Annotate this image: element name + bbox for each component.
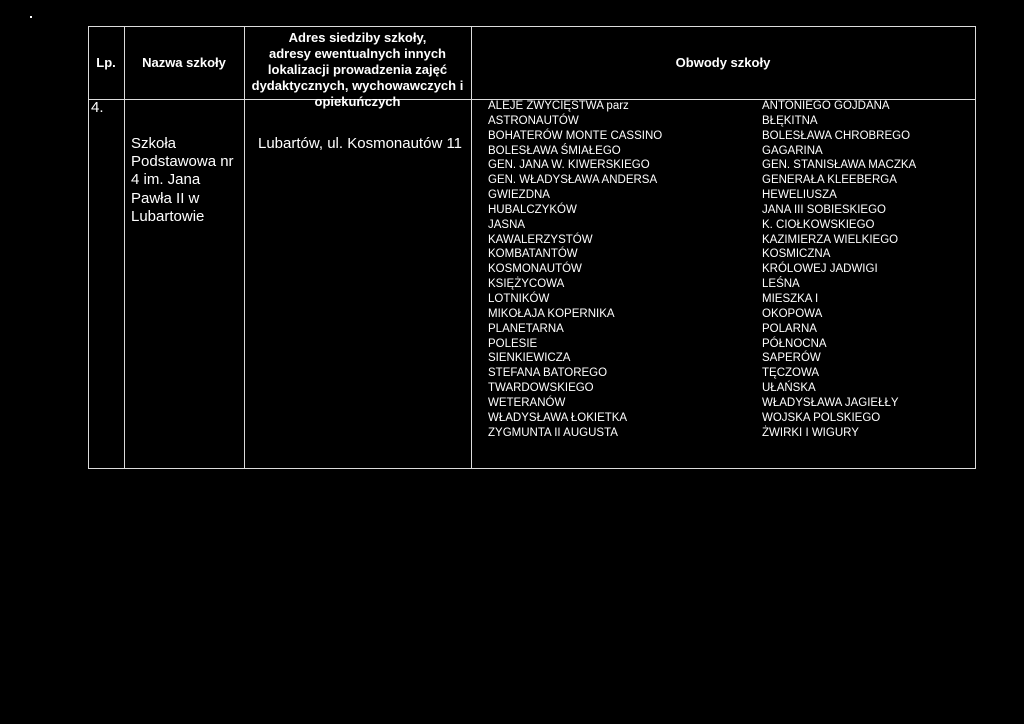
school-name-line: 4 im. Jana [131,171,201,189]
col-divider-1 [124,26,125,469]
header-address-line: adresy ewentualnych innych [268,46,446,61]
street-item: WOJSKA POLSKIEGO [762,411,881,424]
street-item: KOSMICZNA [762,248,831,261]
street-item: LOTNIKÓW [488,292,550,305]
street-item: HEWELIUSZA [762,189,837,202]
street-item: SIENKIEWICZA [488,352,571,365]
street-item: POLARNA [762,322,817,335]
street-item: UŁAŃSKA [762,382,816,395]
street-item: WŁADYSŁAWA JAGIEŁŁY [762,396,899,409]
header-address [244,30,471,110]
row-school-name [131,135,234,226]
street-item: TWARDOWSKIEGO [488,382,594,395]
row-address: Lubartów, ul. Kosmonautów 11 [258,135,463,152]
street-item: STEFANA BATOREGO [488,367,608,380]
street-item: ŻWIRKI I WIGURY [762,426,859,439]
street-item: GEN. WŁADYSŁAWA ANDERSA [488,174,658,187]
school-name-line: Szkoła [131,135,177,152]
street-item: HUBALCZYKÓW [488,203,577,216]
streets-list-left [488,99,662,440]
school-name-line: Podstawowa nr [131,153,234,171]
street-item: GAGARINA [762,144,823,157]
street-item: K. CIOŁKOWSKIEGO [762,218,875,231]
street-item: LEŚNA [762,278,800,291]
street-item: ZYGMUNTA II AUGUSTA [488,426,618,439]
street-item: ASTRONAUTÓW [488,114,579,127]
row-lp: 4. [91,99,104,116]
street-item: KOSMONAUTÓW [488,263,582,276]
header-address-line: opiekuńczych [314,94,401,109]
col-divider-3 [471,26,472,469]
header-lp: Lp. [96,55,116,70]
street-item: BOHATERÓW MONTE CASSINO [488,129,663,142]
header-address-line: lokalizacji prowadzenia zajęć [267,62,448,77]
table-bottom-border [88,468,976,469]
street-item: KAWALERZYSTÓW [488,233,593,246]
street-item: JANA III SOBIESKIEGO [762,203,886,216]
street-item: JASNA [488,218,526,231]
street-item: WETERANÓW [488,396,566,409]
table-right-border [975,26,976,469]
school-name-line: Lubartowie [131,207,205,225]
street-item: PÓŁNOCNA [762,337,827,350]
street-item: BŁĘKITNA [762,114,818,127]
street-item: GENERAŁA KLEEBERGA [762,174,897,187]
street-item: PLANETARNA [488,322,564,335]
street-item: KAZIMIERZA WIELKIEGO [762,233,899,246]
street-item: GEN. JANA W. KIWERSKIEGO [488,159,650,172]
school-name-line: Pawła II w [131,189,200,207]
street-item: GEN. STANISŁAWA MACZKA [762,159,917,172]
header-school-name: Nazwa szkoły [142,55,226,70]
street-item: ALEJE ZWYCIĘSTWA parz [488,100,629,112]
header-address-line: Adres siedziby szkoły, [288,30,427,45]
street-item: BOLESŁAWA CHROBREGO [762,129,911,142]
header-address-line: dydaktycznych, wychowawczych i [251,78,464,93]
street-item: KOMBATANTÓW [488,248,578,261]
street-item: KRÓLOWEJ JADWIGI [762,263,878,276]
streets-list-right [762,99,916,440]
street-item: GWIEZDNA [488,189,550,202]
header-districts: Obwody szkoły [675,55,771,70]
street-item: SAPERÓW [762,352,821,365]
street-item: OKOPOWA [762,307,823,320]
table-left-border [88,26,89,469]
street-item: TĘCZOWA [762,367,820,380]
street-item: BOLESŁAWA ŚMIAŁEGO [488,144,621,157]
table-top-border [88,26,976,27]
street-item: MIESZKA I [762,292,819,305]
street-item: WŁADYSŁAWA ŁOKIETKA [488,411,628,424]
street-item: KSIĘŻYCOWA [488,278,565,291]
street-item: MIKOŁAJA KOPERNIKA [488,307,615,320]
street-item: POLESIE [488,337,538,350]
street-item: ANTONIEGO GOJDANA [762,100,890,112]
